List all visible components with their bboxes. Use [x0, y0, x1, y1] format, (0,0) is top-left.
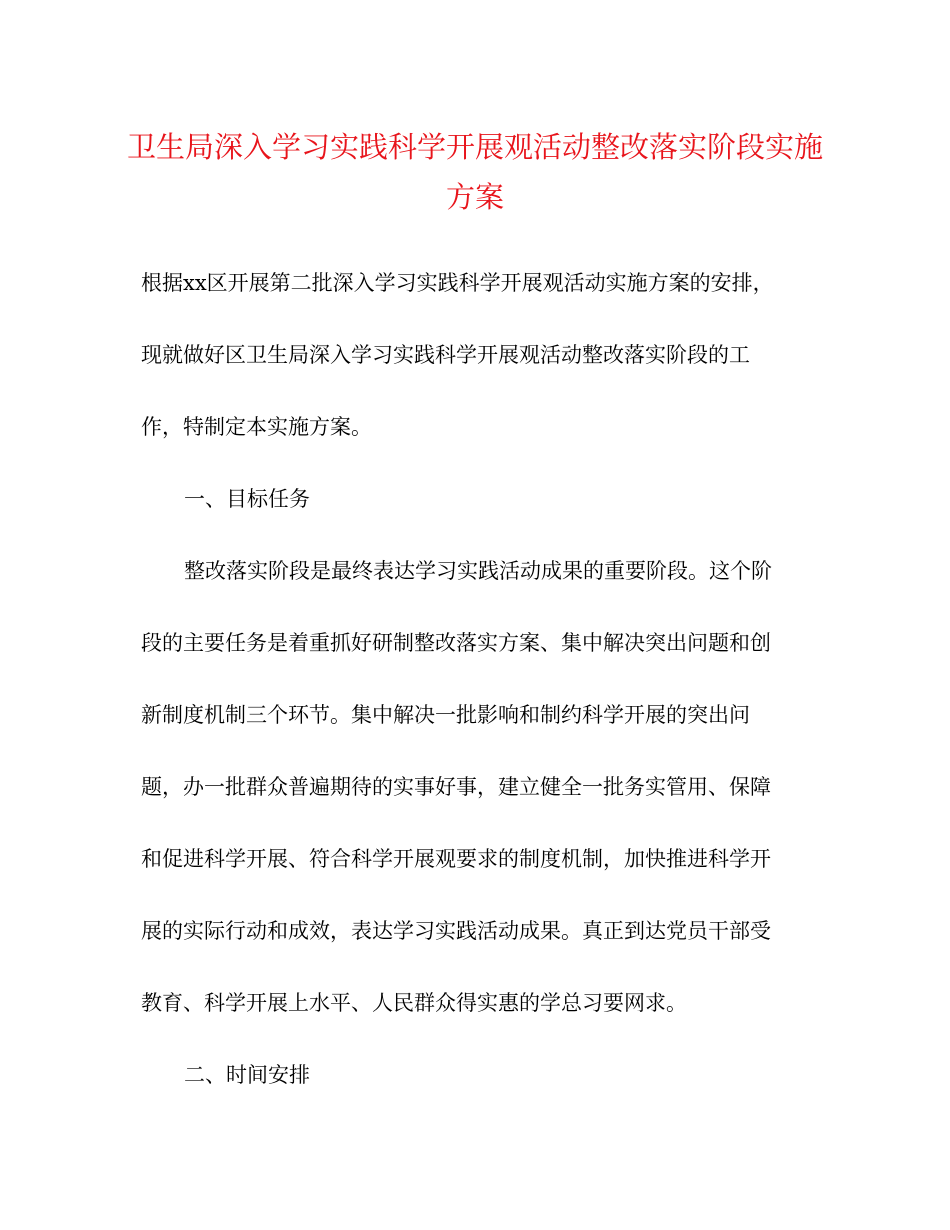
section1-line-4: 题，办一批群众普遍期待的实事好事，建立健全一批务实管用、保障: [141, 775, 771, 799]
section1-line-6: 展的实际行动和成效，表达学习实践活动成果。真正到达党员干部受: [141, 919, 771, 943]
intro-line-2: 现就做好区卫生局深入学习实践科学开展观活动整改落实阶段的工: [141, 343, 750, 367]
section1-line-1: 整改落实阶段是最终表达学习实践活动成果的重要阶段。这个阶: [184, 559, 772, 583]
section-heading-goals: 一、目标任务: [184, 487, 310, 511]
document-title-line-1: 卫生局深入学习实践科学开展观活动整改落实阶段实施: [126, 130, 823, 164]
section-heading-schedule: 二、时间安排: [184, 1063, 310, 1087]
section1-line-7: 教育、科学开展上水平、人民群众得实惠的学总习要网求。: [141, 991, 687, 1015]
document-title-line-2: 方案: [445, 180, 504, 214]
section1-line-2: 段的主要任务是着重抓好研制整改落实方案、集中解决突出问题和创: [141, 631, 771, 655]
intro-line-3: 作，特制定本实施方案。: [141, 415, 372, 439]
intro-line-1: 根据xx区开展第二批深入学习实践科学开展观活动实施方案的安排，: [141, 271, 774, 295]
section1-line-5: 和促进科学开展、符合科学开展观要求的制度机制，加快推进科学开: [141, 847, 771, 871]
section1-line-3: 新制度机制三个环节。集中解决一批影响和制约科学开展的突出问: [141, 703, 750, 727]
